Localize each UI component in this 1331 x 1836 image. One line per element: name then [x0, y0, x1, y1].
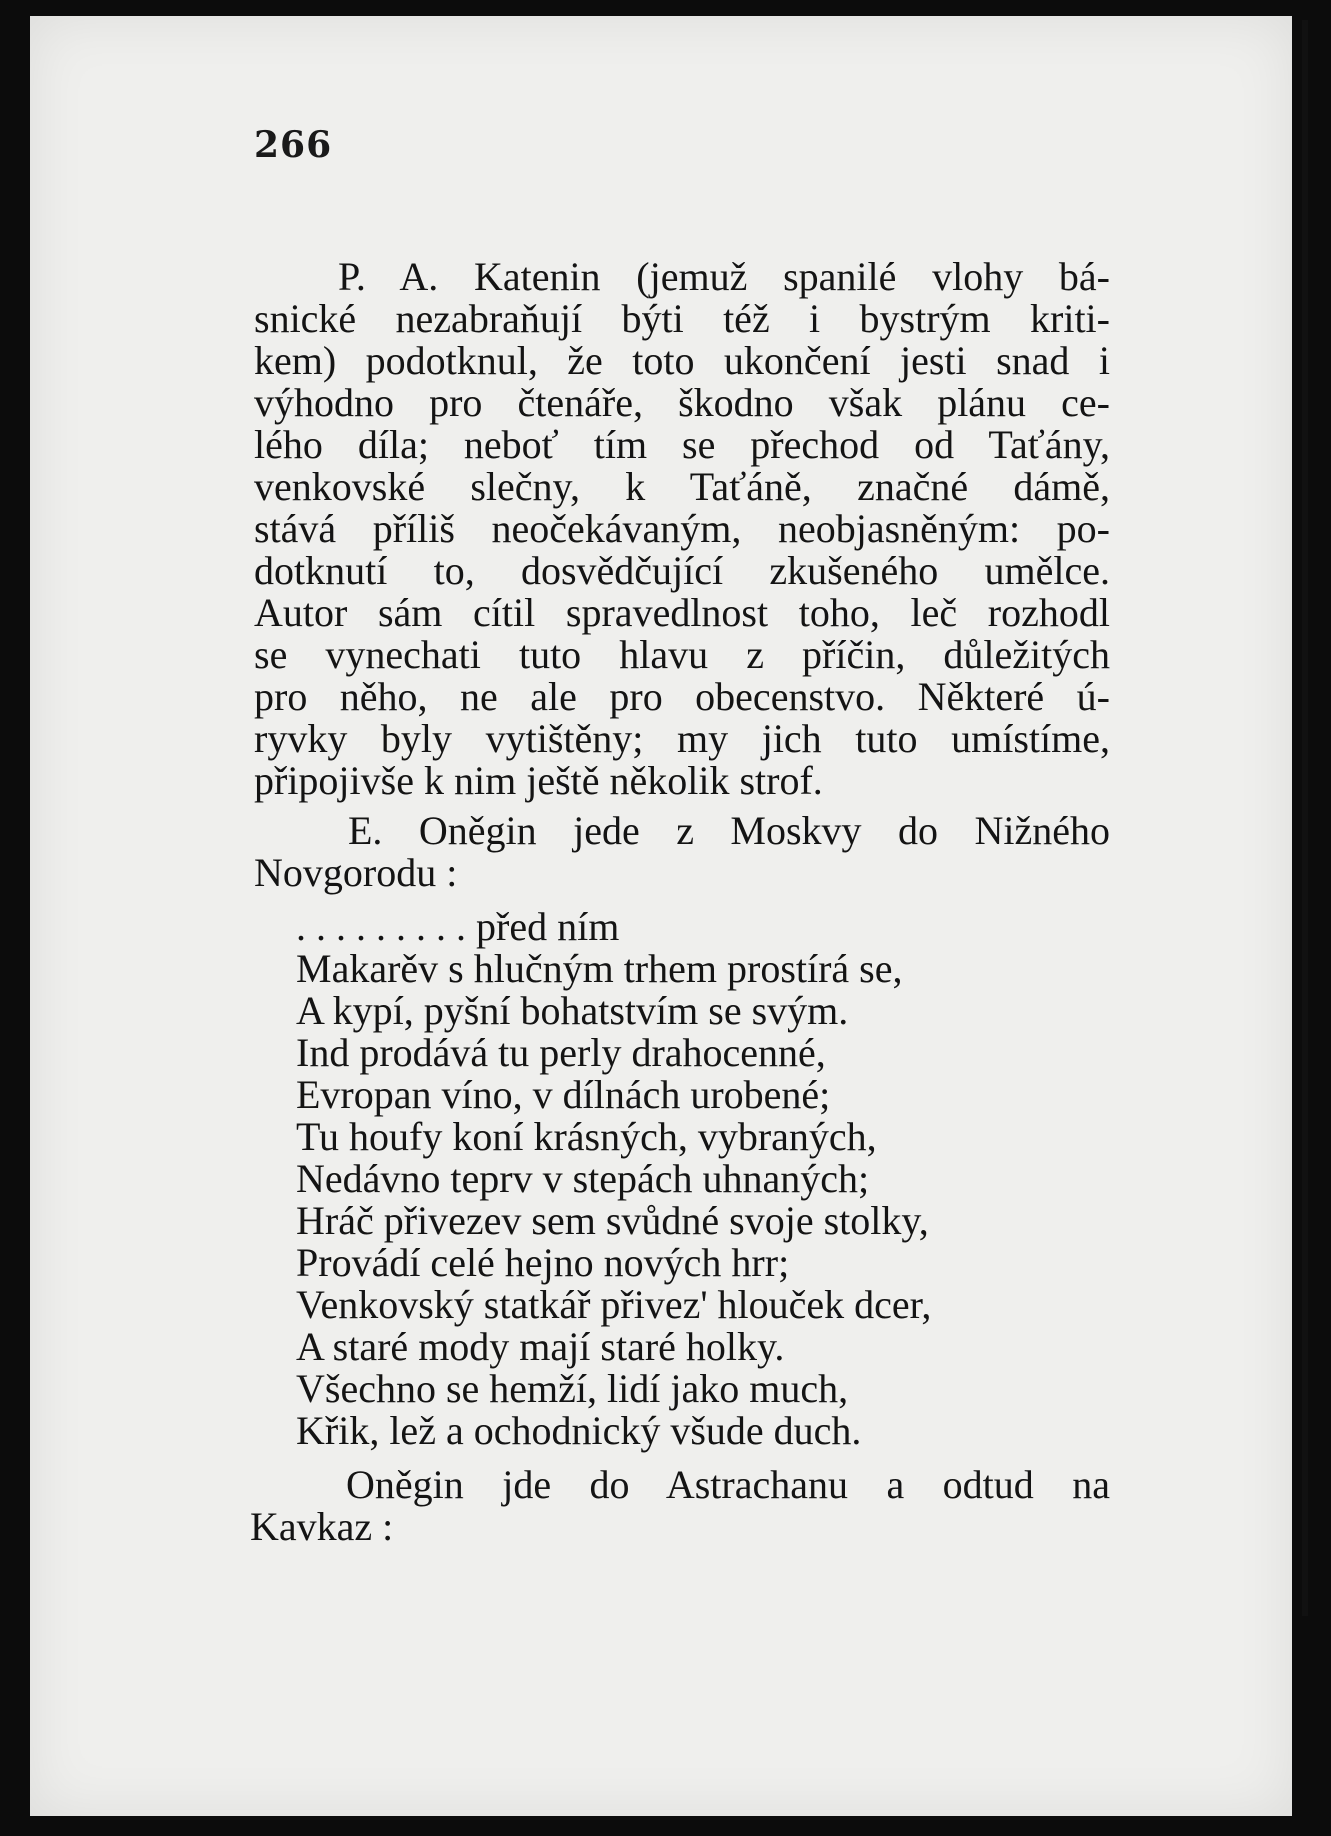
text-line: ryvky byly vytištěny; my jich tuto umístíme, [254, 716, 1110, 761]
text-line: stává příliš neočekávaným, neobjasněným: po- [254, 506, 1110, 551]
verse-line: Nedávno teprv v stepách uhnaných; [296, 1156, 870, 1201]
text-line: připojivše k nim ještě několik strof. [254, 758, 823, 803]
text-line: Kavkaz : [250, 1504, 394, 1549]
text-line: Oněgin jde do Astrachanu a odtud na [346, 1462, 1110, 1507]
verse-line: A staré mody mají staré holky. [296, 1324, 785, 1369]
verse-line: Hráč přivezev sem svůdné svoje stolky, [296, 1198, 929, 1243]
text-line: E. Oněgin jede z Moskvy do Nižného [348, 808, 1110, 853]
verse-line: Venkovský statkář přivez' hlouček dcer, [296, 1282, 932, 1327]
verse-line: Křik, lež a ochodnický všude duch. [296, 1408, 862, 1453]
text-line: P. A. Katenin (jemuž spanilé vlohy bá- [338, 254, 1110, 299]
text-line: dotknutí to, dosvědčující zkušeného umělce. [254, 548, 1110, 593]
text-line: lého díla; neboť tím se přechod od Taťány, [254, 422, 1110, 467]
text-line: Autor sám cítil spravedlnost toho, leč rozhodl [254, 590, 1110, 635]
verse-line: Tu houfy koní krásných, vybraných, [296, 1114, 877, 1159]
text-line: snické nezabraňují býti též i bystrým kriti- [254, 296, 1110, 341]
text-line: se vynechati tuto hlavu z příčin, důležitých [254, 632, 1110, 677]
text-line: venkovské slečny, k Taťáně, značné dámě, [254, 464, 1110, 509]
verse-line: Makarěv s hlučným trhem prostírá se, [296, 946, 903, 991]
text-line: pro něho, ne ale pro obecenstvo. Některé ú- [254, 674, 1110, 719]
verse-line: Ind prodává tu perly drahocenné, [296, 1030, 826, 1075]
verse-line: A kypí, pyšní bohatstvím se svým. [296, 988, 849, 1033]
verse-line: . . . . . . . . . před ním [296, 904, 620, 949]
verse-line: Všechno se hemží, lidí jako much, [296, 1366, 849, 1411]
verse-line: Provádí celé hejno nových hrr; [296, 1240, 790, 1285]
text-line: Novgorodu : [254, 850, 458, 895]
page-number: 266 [254, 124, 333, 166]
text-line: kem) podotknul, že toto ukončení jesti snad i [254, 338, 1110, 383]
verse-line: Evropan víno, v dílnách urobené; [296, 1072, 831, 1117]
text-line: výhodno pro čtenáře, škodno však plánu ce- [254, 380, 1110, 425]
page-edge-shadow [1302, 20, 1308, 1616]
